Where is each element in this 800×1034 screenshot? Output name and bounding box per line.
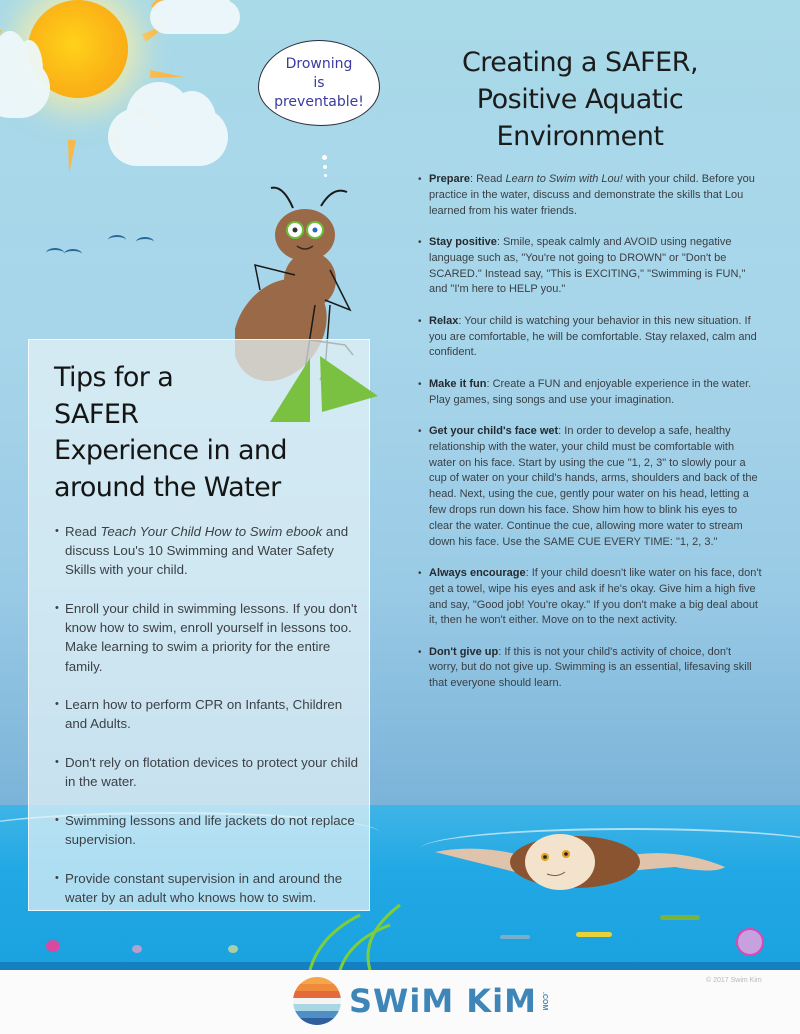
tip-text: and discuss Lou's 10 Swimming and Water Safety Skills with your child.	[65, 524, 349, 578]
safety-tips-list	[55, 522, 360, 926]
section-title-aquatic-environment	[430, 44, 730, 155]
list-item	[55, 695, 360, 733]
tip-text: : Smile, speak calmly and AVOID using negative language such as, "You're not going to DROWN" or "Don't be SCARED." Instead say, "This is EXCITING," "Swimming is FUN," and "I'm here to HELP you."	[429, 235, 746, 296]
list-item	[418, 645, 763, 692]
tip-text: Swimming lessons and life jackets do not replace supervision.	[65, 812, 355, 847]
tip-heading: Stay positive	[429, 235, 497, 248]
list-item	[55, 522, 360, 580]
fish-icon	[228, 945, 238, 953]
tip-heading: Relax	[429, 314, 459, 327]
panel-title	[54, 360, 354, 506]
tip-text: : If this is not your child's activity of choice, don't worry, but do not give up. Swimming is an essential, lifesaving skill that everyone should learn.	[429, 645, 752, 690]
title-line: Creating a SAFER,	[461, 47, 699, 78]
bubble-line: is	[313, 74, 325, 91]
title-line: Positive Aquatic	[476, 84, 684, 115]
list-item	[55, 599, 360, 676]
tip-text: Don't rely on flotation devices to protect your child in the water.	[65, 755, 359, 790]
aquatic-tips-list	[418, 172, 763, 708]
swim-kim-logo[interactable]	[293, 977, 548, 1025]
tip-heading: Get your child's face wet	[429, 424, 559, 437]
tip-text: : If your child doesn't like water on his face, don't get a towel, wipe his eyes and ask if he's okay. Give him a high five and say, "Good job! You're okay." If you don't make a big deal about it, then he won't either. Move on to the next activity.	[429, 566, 762, 627]
bubble-dot	[323, 165, 327, 169]
fish-icon	[660, 915, 700, 920]
tip-heading: Make it fun	[429, 377, 487, 390]
fish-icon	[736, 928, 764, 956]
tip-text: : Read	[469, 173, 506, 185]
tip-text: : Create a FUN and enjoyable experience in the water. Play games, sing songs and use your imagination.	[429, 377, 752, 406]
logo-suffix: .COM	[540, 991, 548, 1011]
fish-icon	[576, 932, 612, 937]
list-item	[418, 377, 763, 409]
fish-icon	[46, 940, 60, 952]
bubble-dot	[322, 155, 327, 160]
cloud-icon	[108, 108, 228, 166]
list-item	[418, 314, 763, 361]
list-item	[418, 566, 763, 629]
bird-icon	[46, 248, 64, 258]
copyright-text: © 2017 Swim Kim	[706, 977, 762, 984]
book-title: Learn to Swim with Lou!	[505, 173, 623, 185]
tip-text: Enroll your child in swimming lessons. If you don't know how to swim, enroll yourself in lessons too. Make learning to swim a priority for the entire family.	[65, 601, 358, 674]
bubble-line: preventable!	[274, 93, 364, 110]
tip-heading: Prepare	[429, 173, 470, 185]
list-item	[418, 424, 763, 550]
tip-text: Read	[65, 524, 101, 539]
list-item	[418, 235, 763, 298]
tip-text: : Your child is watching your behavior in this new situation. If you are comfortable, he will be comfortable. Stay relaxed, calm and confident.	[429, 314, 757, 359]
list-item	[55, 869, 360, 907]
title-line: Environment	[496, 121, 664, 152]
title-line: around the Water	[54, 471, 281, 503]
list-item	[55, 811, 360, 849]
logo-waves-icon	[293, 977, 341, 1025]
fish-icon	[132, 945, 142, 953]
fish-icon	[500, 935, 530, 939]
tip-text: Learn how to perform CPR on Infants, Children and Adults.	[65, 697, 343, 732]
tip-text: : In order to develop a safe, healthy relationship with the water, your child must be comfortable with water on his face. Start by using the cue "1, 2, 3" to slowly pour a cup of water on your child's hands, arms, shoulders and back of the head. Next, using the cue, gently pour water on his head, letting a few drops run down his face. Show him how to blink his eyes to clear the water. Continue the cue, allowing more water to stream down his face. Use the SAME CUE EVERY TIME: "1, 2, 3."	[429, 424, 758, 548]
title-line: Tips for a	[54, 362, 174, 393]
bird-icon	[64, 249, 82, 259]
tip-text: Provide constant supervision in and around the water by an adult who knows how to swim.	[65, 870, 343, 905]
bird-icon	[136, 237, 154, 247]
logo-text: SWiM KiM	[349, 982, 537, 1020]
title-line: Experience in and	[54, 435, 287, 466]
bubble-line: Drowning	[285, 55, 353, 72]
list-item	[55, 753, 360, 791]
turtle-character-icon	[425, 812, 745, 902]
title-line: SAFER	[54, 398, 139, 430]
tip-text: with your child. Before you practice in the water, discuss and demonstrate the skills that Lou learned from his water friends.	[429, 173, 755, 217]
bubble-dot	[324, 174, 327, 177]
list-item	[418, 172, 763, 219]
tip-heading: Don't give up	[429, 645, 499, 658]
book-title: Teach Your Child How to Swim ebook	[100, 524, 323, 539]
bird-icon	[108, 235, 126, 245]
tip-heading: Always encourage	[429, 566, 526, 579]
thought-bubble	[258, 40, 380, 126]
cloud-icon	[150, 0, 240, 34]
